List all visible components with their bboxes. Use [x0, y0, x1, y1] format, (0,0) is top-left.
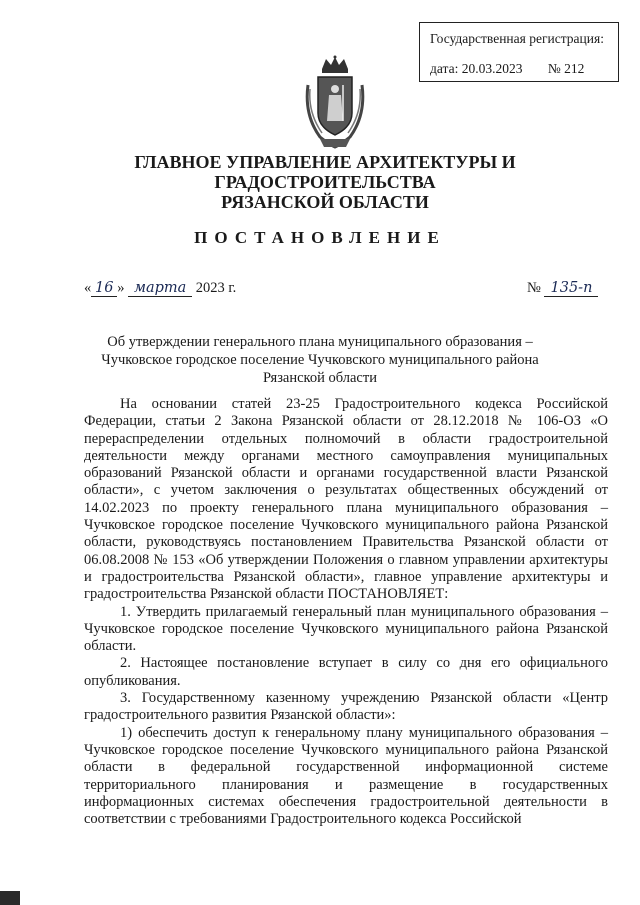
body-intro-paragraph: На основании статей 23-25 Градостроительного кодекса Российской Федерации, статьи 2 Закона Рязанской области от 28.12.2018 № 106-ОЗ «О перераспределении отдельных полномочий в области градостроительной деятельности между органами местного самоуправления муниципальных образований Рязанской области и органами государственной власти Рязанской области», с учетом заключения о результатах общественных обсуждений от 14.02.2023 по проекту генерального плана муниципального образования – Чучковское городское поселение Чучковского муниципального района Рязанской области, руководствуясь постановлением Правительства Рязанской области от 06.08.2008 № 153 «Об утверждении Положения о главном управлении архитектуры и градостроительства Рязанской области», главное управление архитектуры и градостроительства Рязанской области ПОСТАНОВЛЯЕТ: — [84, 396, 608, 603]
body-item-1: 1. Утвердить прилагаемый генеральный план муниципального образования – Чучковское городское поселение Чучковского муниципального района Рязанской области. — [84, 603, 608, 655]
registration-box — [419, 22, 619, 82]
date-close-quote: » — [117, 280, 125, 296]
scan-edge-mark — [0, 891, 20, 905]
subject-line2: Чучковское городское поселение Чучковского муниципального района — [101, 352, 539, 368]
subject-line1: Об утверждении генерального плана муниципального образования – — [107, 334, 533, 350]
subject-line3: Рязанской области — [263, 370, 377, 386]
date-year: 2023 г. — [195, 280, 237, 296]
organization-title-line2: РЯЗАНСКОЙ ОБЛАСТИ — [221, 192, 429, 212]
document-date — [84, 280, 236, 297]
number-prefix: № — [527, 280, 541, 296]
organization-title — [60, 152, 590, 212]
registration-number: № 212 — [547, 61, 585, 76]
body-item-3-1: 1) обеспечить доступ к генеральному плану муниципального образования – Чучковское городское поселение Чучковского муниципального района Рязанской области в федеральной государственной информационной системе территориального планирования и размещение в государственных информационных системах обеспечения градостроительной деятельности в соответствии с требованиями Градостроительного кодекса Российской — [84, 724, 608, 828]
ryazan-coat-of-arms-icon — [300, 55, 370, 150]
registration-date: дата: 20.03.2023 — [430, 61, 523, 76]
document-subject — [95, 333, 545, 387]
document-body — [84, 396, 608, 828]
date-month: марта — [128, 280, 192, 297]
body-item-2: 2. Настоящее постановление вступает в силу со дня его официального опубликования. — [84, 655, 608, 689]
document-number — [527, 280, 598, 297]
registration-details — [430, 61, 618, 77]
number-value: 135-п — [544, 280, 598, 297]
registration-label: Государственная регистрация: — [430, 31, 604, 46]
organization-title-line1: ГЛАВНОЕ УПРАВЛЕНИЕ АРХИТЕКТУРЫ И ГРАДОСТРОИТЕЛЬСТВА — [134, 152, 516, 192]
document-type: ПОСТАНОВЛЕНИЕ — [194, 228, 446, 247]
body-item-3: 3. Государственному казенному учреждению Рязанской области «Центр градостроительного развития Рязанской области»: — [84, 690, 608, 724]
date-day: 16 — [91, 280, 117, 297]
date-open-quote: « — [84, 280, 92, 296]
